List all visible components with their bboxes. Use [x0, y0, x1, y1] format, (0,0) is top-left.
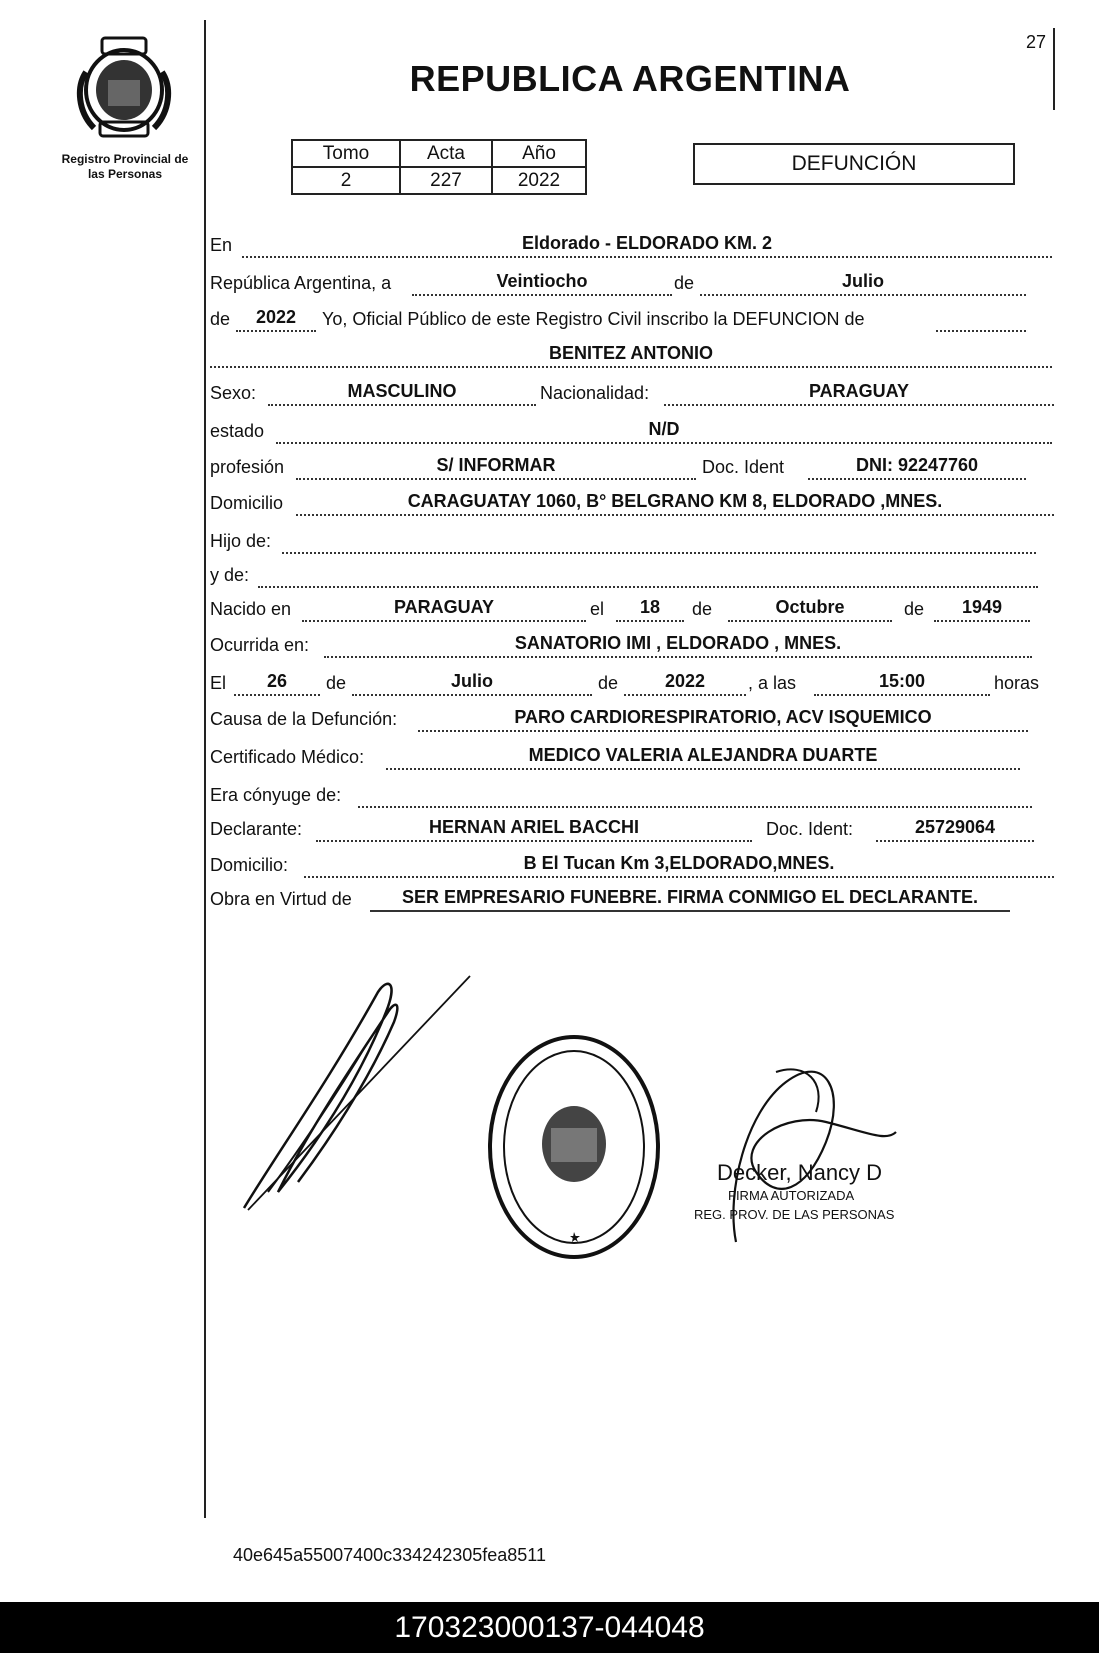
profession-field: S/ INFORMAR	[296, 454, 696, 480]
civil-status-field: N/D	[276, 418, 1052, 444]
officer-trailing-field	[936, 306, 1026, 332]
year-field: 2022	[236, 306, 316, 332]
ano-value: 2022	[492, 167, 586, 194]
deceased-name-field: BENITEZ ANTONIO	[210, 342, 1052, 368]
misiones-emblem-icon	[72, 32, 176, 140]
registry-stamp-icon	[487, 1032, 661, 1262]
tomo-header: Tomo	[292, 140, 400, 167]
doc-id-field: DNI: 92247760	[808, 454, 1026, 480]
mother-field	[258, 562, 1038, 588]
death-day-field: 26	[234, 670, 320, 696]
declarant-signature	[238, 972, 474, 1218]
physician-field: MEDICO VALERIA ALEJANDRA DUARTE	[386, 744, 1020, 770]
acta-header: Acta	[400, 140, 492, 167]
death-month-field: Julio	[352, 670, 592, 696]
month-field: Julio	[700, 270, 1026, 296]
tomo-value: 2	[292, 167, 400, 194]
birth-day-field: 18	[616, 596, 684, 622]
document-hash: 40e645a55007400c334242305fea8511	[233, 1545, 546, 1565]
birth-place-field: PARAGUAY	[302, 596, 586, 622]
page-title: REPUBLICA ARGENTINA	[409, 58, 851, 99]
basis-field: SER EMPRESARIO FUNEBRE. FIRMA CONMIGO EL DECLARANTE.	[370, 886, 1010, 912]
sex-field: MASCULINO	[268, 380, 536, 406]
document-type-box: DEFUNCIÓN	[693, 143, 1015, 185]
place-field: Eldorado - ELDORADO KM. 2	[242, 232, 1052, 258]
declarant-doc-field: 25729064	[876, 816, 1034, 842]
acta-value: 227	[400, 167, 492, 194]
nationality-field: PARAGUAY	[664, 380, 1054, 406]
death-time-field: 15:00	[814, 670, 990, 696]
registry-label: Registro Provincial de las Personas	[61, 152, 189, 181]
declarant-field: HERNAN ARIEL BACCHI	[316, 816, 752, 842]
birth-year-field: 1949	[934, 596, 1030, 622]
page-number: 27	[1026, 32, 1047, 52]
record-reference-table	[291, 139, 587, 195]
officer-office: REG. PROV. DE LAS PERSONAS	[694, 1207, 895, 1222]
right-margin-line	[1053, 28, 1055, 110]
declarant-address-field: B El Tucan Km 3,ELDORADO,MNES.	[304, 852, 1054, 878]
ano-header: Año	[492, 140, 586, 167]
address-field: CARAGUATAY 1060, B° BELGRANO KM 8, ELDORADO ,MNES.	[296, 490, 1054, 516]
barcode-number-bar: 170323000137-044048	[0, 1602, 1099, 1653]
father-field	[282, 528, 1036, 554]
spouse-field	[358, 782, 1032, 808]
birth-month-field: Octubre	[728, 596, 892, 622]
officer-role: FIRMA AUTORIZADA	[728, 1188, 855, 1203]
cause-field: PARO CARDIORESPIRATORIO, ACV ISQUEMICO	[418, 706, 1028, 732]
day-words-field: Veintiocho	[412, 270, 672, 296]
death-place-field: SANATORIO IMI , ELDORADO , MNES.	[324, 632, 1032, 658]
left-margin-line	[204, 20, 206, 1518]
death-year-field: 2022	[624, 670, 746, 696]
officer-signature	[716, 1052, 900, 1252]
officer-name: Decker, Nancy D	[717, 1160, 883, 1185]
